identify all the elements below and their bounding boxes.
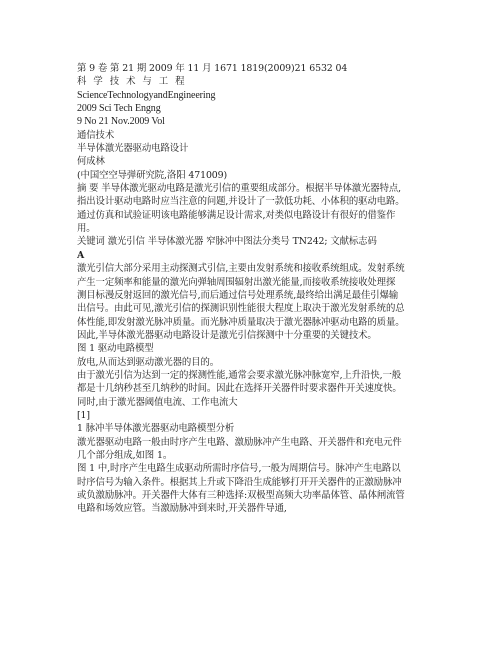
body-line: 出信号。由此可见,激光引信的探测识别性能很大程度上取决于激光发射系统的总	[77, 303, 405, 315]
intro-paragraph	[77, 262, 427, 342]
journal-name-cn: 科 学 技 术 与 工 程	[77, 76, 187, 88]
journal-name-en: ScienceTechnologyandEngineering	[77, 89, 216, 101]
body-line: 由于激光引信为达到一定的探测性能,通常会要求激光脉冲脉宽窄,上升沿快,一般	[77, 369, 401, 381]
article-title: 半导体激光器驱动电路设计	[77, 143, 189, 155]
body-line: 体性能,即发射激光脉冲质量。而光脉冲质量取决于激光器脉冲驱动电路的质量。	[77, 316, 405, 328]
second-paragraph	[77, 369, 427, 409]
abstract-block	[77, 182, 427, 235]
body-line: 电路和场效应管。当激励脉冲到来时,开关器件导通,	[77, 503, 287, 515]
paper-page	[77, 62, 427, 516]
body-line: 几个部分组成,如图 1。	[77, 449, 173, 461]
body-line: 因此,半导体激光器驱动电路设计是激光引信探测中十分重要的关键技术。	[77, 329, 377, 341]
body-line: 激光器驱动电路一般由时序产生电路、激励脉冲产生电路、开关器件和充电元件	[77, 436, 402, 448]
abstract-line: 指出设计驱动电路时应当注意的问题,并设计了一款低功耗、小体积的驱动电路。	[77, 196, 405, 208]
journal-issue-line: 第 9 卷 第 21 期 2009 年 11 月 1671 1819(2009)21 6532 04	[77, 63, 348, 74]
abstract-line: 用。	[77, 223, 96, 235]
section1-paragraph	[77, 436, 427, 516]
body-line: 产生一定频率和能量的激光向弹轴周围辐射出激光能量,而接收系统接收处理探	[77, 276, 396, 288]
author-name: 何成林	[77, 156, 105, 168]
volume-line: 9 No 21 Nov.2009 Vol	[77, 116, 165, 128]
body-line: 图 1 中,时序产生电路生成驱动所需时序信号,一般为周期信号。脉冲产生电路以	[77, 463, 401, 475]
author-affiliation: (中国空空导弹研究院,洛阳 471009)	[77, 169, 228, 181]
document-code: A	[77, 249, 85, 261]
reference-marker: [1]	[77, 409, 90, 421]
figure-heading: 图 1 驱动电路模型	[77, 343, 154, 355]
abstract-line: 通过仿真和试验证明该电路能够满足设计需求,对类似电路设计有很好的借鉴作	[77, 209, 396, 221]
body-line: 同时,由于激光器阈值电流、工作电流大	[77, 396, 238, 408]
section-heading: 1 脉冲半导体激光器驱动电路模型分析	[77, 423, 235, 435]
body-line: 都是十几纳秒甚至几纳秒的时间。因此在选择开关器件时要求器件开关速度快。	[77, 383, 402, 395]
body-line: 或负激励脉冲。开关器件大体有三种选择:双极型高频大功率晶体管、晶体闸流管	[77, 490, 405, 501]
body-line: 时序信号为输入条件。根据其上升或下降沿生成能够打开开关器件的正激励脉冲	[77, 476, 402, 488]
keywords-line: 关键词 激光引信 半导体激光器 窄脉冲中图法分类号 TN242; 文献标志码	[77, 236, 377, 248]
section-label: 通信技术	[77, 129, 115, 141]
abstract-line: 摘 要 半导体激光驱动电路是激光引信的重要组成部分。根据半导体激光器特点,	[77, 183, 401, 195]
journal-abbreviation: 2009 Sci Tech Engng	[77, 103, 161, 115]
body-line: 激光引信大部分采用主动探测式引信,主要由发射系统和接收系统组成。发射系统	[77, 263, 405, 275]
figure-caption: 放电,从而达到驱动激光器的目的。	[77, 356, 220, 368]
body-line: 测目标漫反射返回的激光信号,而后通过信号处理系统,最终给出满足最佳引爆输	[77, 289, 399, 301]
